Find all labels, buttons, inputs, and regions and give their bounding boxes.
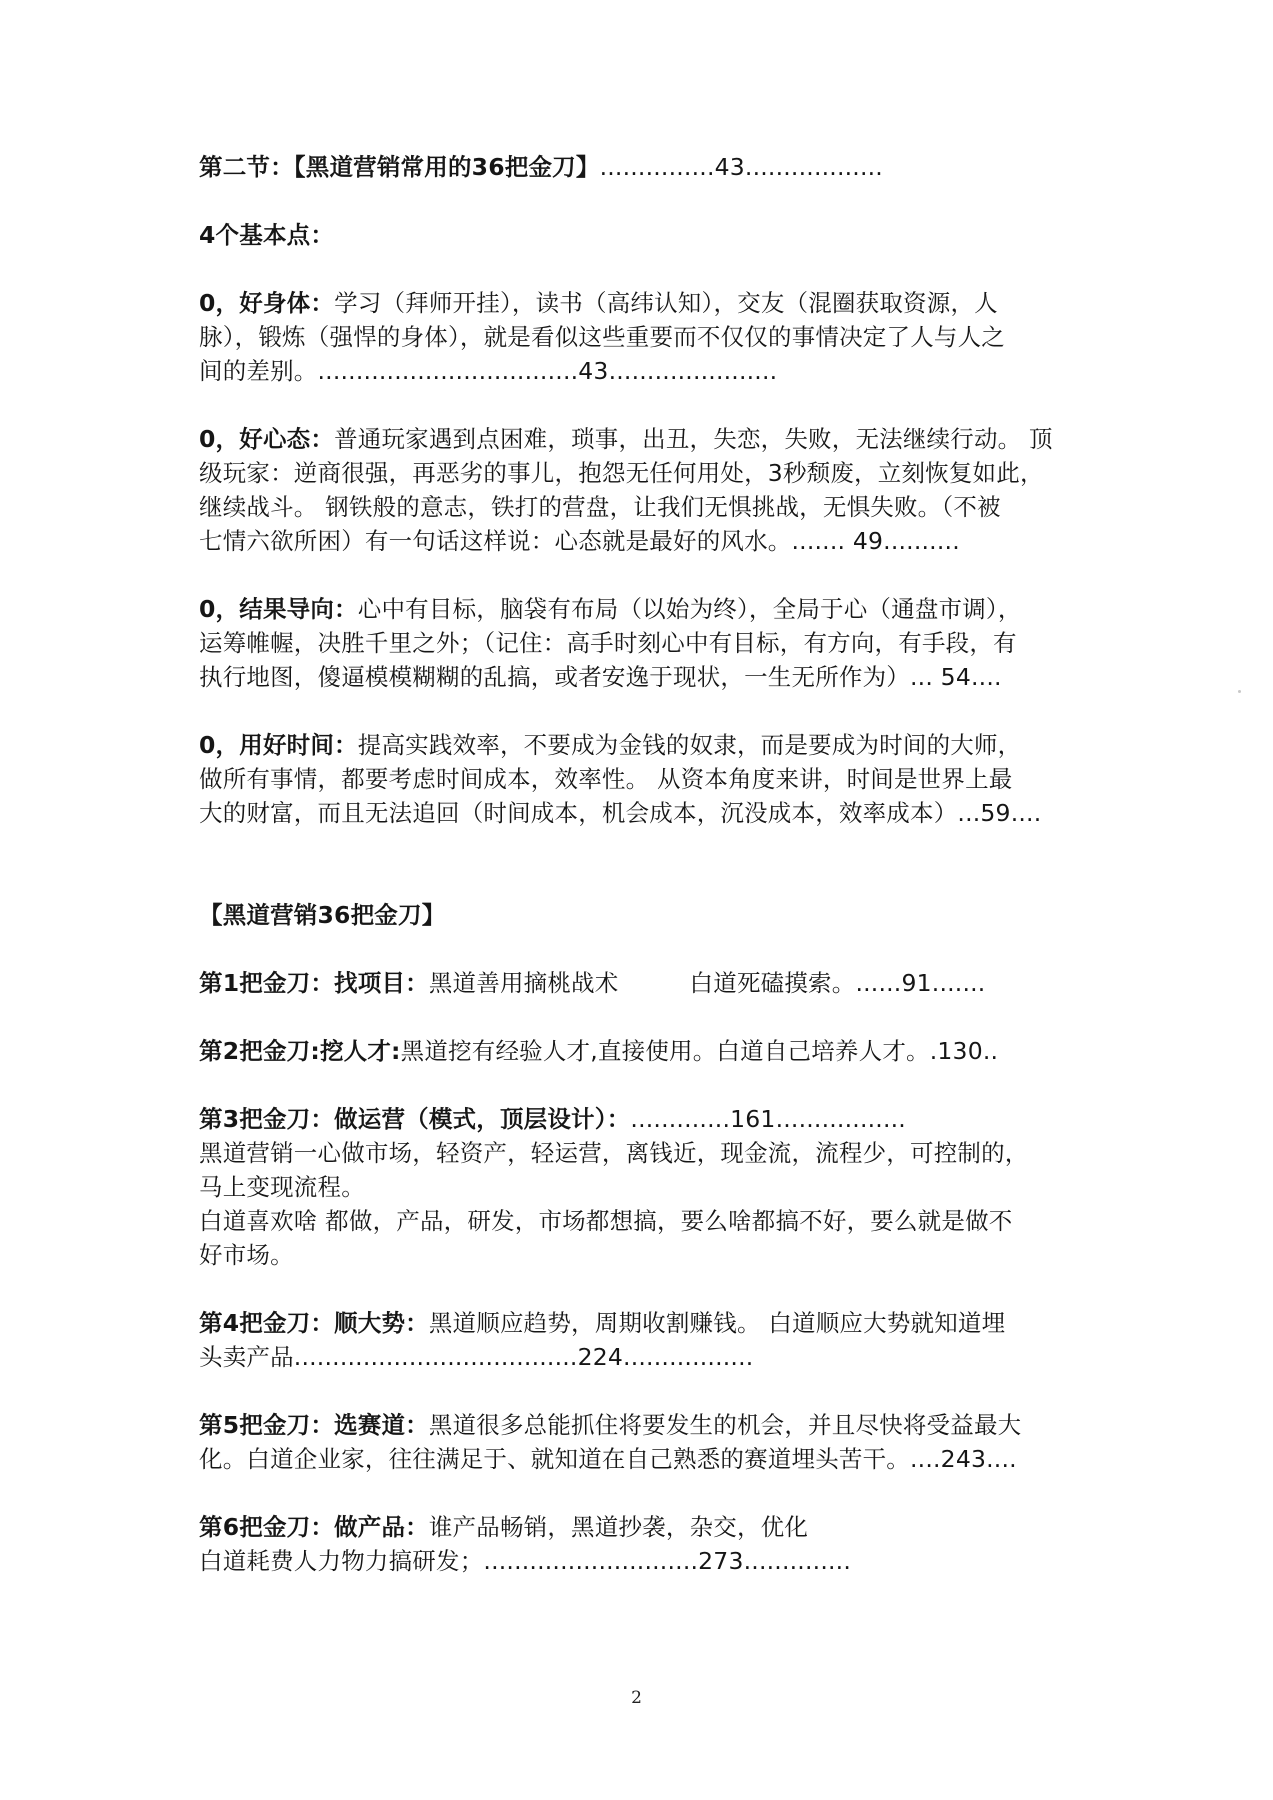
basic-point-text: 运筹帷幄，决胜千里之外；（记住：高手时刻心中有目标，有方向，有手段，有 (199, 629, 1017, 657)
knife-text: 黑道善用摘桃战术 白道死磕摸索。......91....... (428, 969, 986, 997)
knife-text: 黑道营销一心做市场，轻资产，轻运营，离钱近，现金流，流程少，可控制的， (199, 1139, 1029, 1167)
basics-title: 4个基本点： (199, 221, 335, 249)
knife-entry (199, 1034, 1079, 1068)
basic-point-label: 0，结果导向： (199, 595, 358, 623)
knife-label: 第4把金刀：顺大势： (199, 1309, 429, 1337)
knife-entry (199, 966, 1079, 1000)
basic-point (199, 728, 1079, 830)
knife-text: 黑道挖有经验人才,直接使用。白道自己培养人才。.130.. (400, 1037, 999, 1065)
knife-text: 头卖产品.....................................224................. (199, 1343, 754, 1371)
page-number: 2 (631, 1688, 642, 1708)
basic-point-text: 间的差别。..................................43...................... (199, 357, 778, 385)
page-content (199, 150, 1079, 1612)
knife-label: 第5把金刀：选赛道： (199, 1411, 429, 1439)
basic-point-text: 做所有事情，都要考虑时间成本，效率性。 从资本角度来讲，时间是世界上最 (199, 765, 1013, 793)
basic-point-text: 提高实践效率，不要成为金钱的奴隶，而是要成为时间的大师， (357, 731, 1022, 759)
knife-text: 黑道很多总能抓住将要发生的机会，并且尽快将受益最大 (428, 1411, 1022, 1439)
basic-point-text: 大的财富，而且无法追回（时间成本，机会成本，沉没成本，效率成本）...59.... (199, 799, 1042, 827)
knife-entry (199, 1408, 1079, 1476)
basic-point-label: 0，好心态： (199, 425, 335, 453)
basic-point-text: 脉），锻炼（强悍的身体），就是看似这些重要而不仅仅的事情决定了人与人之 (199, 323, 1005, 351)
basic-point-text: 心中有目标，脑袋有布局（以始为终），全局于心（通盘市调）， (357, 595, 1022, 623)
knife-label: 第2把金刀:挖人才: (199, 1037, 401, 1065)
knife-text: 黑道顺应趋势，周期收割赚钱。 白道顺应大势就知道埋 (428, 1309, 1006, 1337)
basic-point-label: 0，好身体： (199, 289, 335, 317)
basic-point-text: 级玩家：逆商很强，再恶劣的事儿，抱怨无任何用处，3秒颓废，立刻恢复如此， (199, 459, 1044, 487)
basic-point (199, 592, 1079, 694)
knife-entry (199, 1306, 1079, 1374)
basic-point-text: 学习（拜师开挂），读书（高纬认知），交友（混圈获取资源，人 (334, 289, 998, 317)
knife-text: 马上变现流程。 (199, 1173, 365, 1201)
knife-text: 谁产品畅销，黑道抄袭，杂交，优化 (428, 1513, 809, 1541)
knives-title: 【黑道营销36把金刀】 (199, 901, 446, 929)
knife-text: 白道耗费人力物力搞研发；............................273.............. (199, 1547, 851, 1575)
knife-text: 白道喜欢啥 都做，产品，研发，市场都想搞，要么啥都搞不好，要么就是做不 (199, 1207, 1013, 1235)
basic-point-text: 执行地图，傻逼模模糊糊的乱搞，或者安逸于现状，一生无所作为）... 54.... (199, 663, 1002, 691)
basic-point (199, 422, 1079, 558)
basic-point-text: 普通玩家遇到点困难，琐事，出丑，失恋，失败，无法继续行动。 顶 (334, 425, 1053, 453)
knife-label: 第3把金刀：做运营（模式，顶层设计）： (199, 1105, 631, 1133)
knife-text: 化。白道企业家，往往满足于、就知道在自己熟悉的赛道埋头苦干。....243.... (199, 1445, 1017, 1473)
knife-entry (199, 1102, 1079, 1272)
basic-point-text: 七情六欲所困）有一句话这样说：心态就是最好的风水。....... 49.......... (199, 527, 960, 555)
section-heading-title: 第二节：【黑道营销常用的36把金刀】 (199, 153, 600, 181)
basic-point (199, 286, 1079, 388)
knife-text: 好市场。 (199, 1241, 294, 1269)
knife-label: 第1把金刀：找项目： (199, 969, 429, 997)
knife-label: 第6把金刀：做产品： (199, 1513, 429, 1541)
scan-speck (1238, 690, 1241, 693)
basic-point-label: 0，用好时间： (199, 731, 358, 759)
knife-entry (199, 1510, 1079, 1578)
knife-text: .............161................. (630, 1105, 906, 1133)
section-heading-leader: ...............43.................. (599, 153, 883, 181)
section-heading (199, 150, 1079, 184)
basic-point-text: 继续战斗。 钢铁般的意志，铁打的营盘，让我们无惧挑战，无惧失败。（不被 (199, 493, 1001, 521)
